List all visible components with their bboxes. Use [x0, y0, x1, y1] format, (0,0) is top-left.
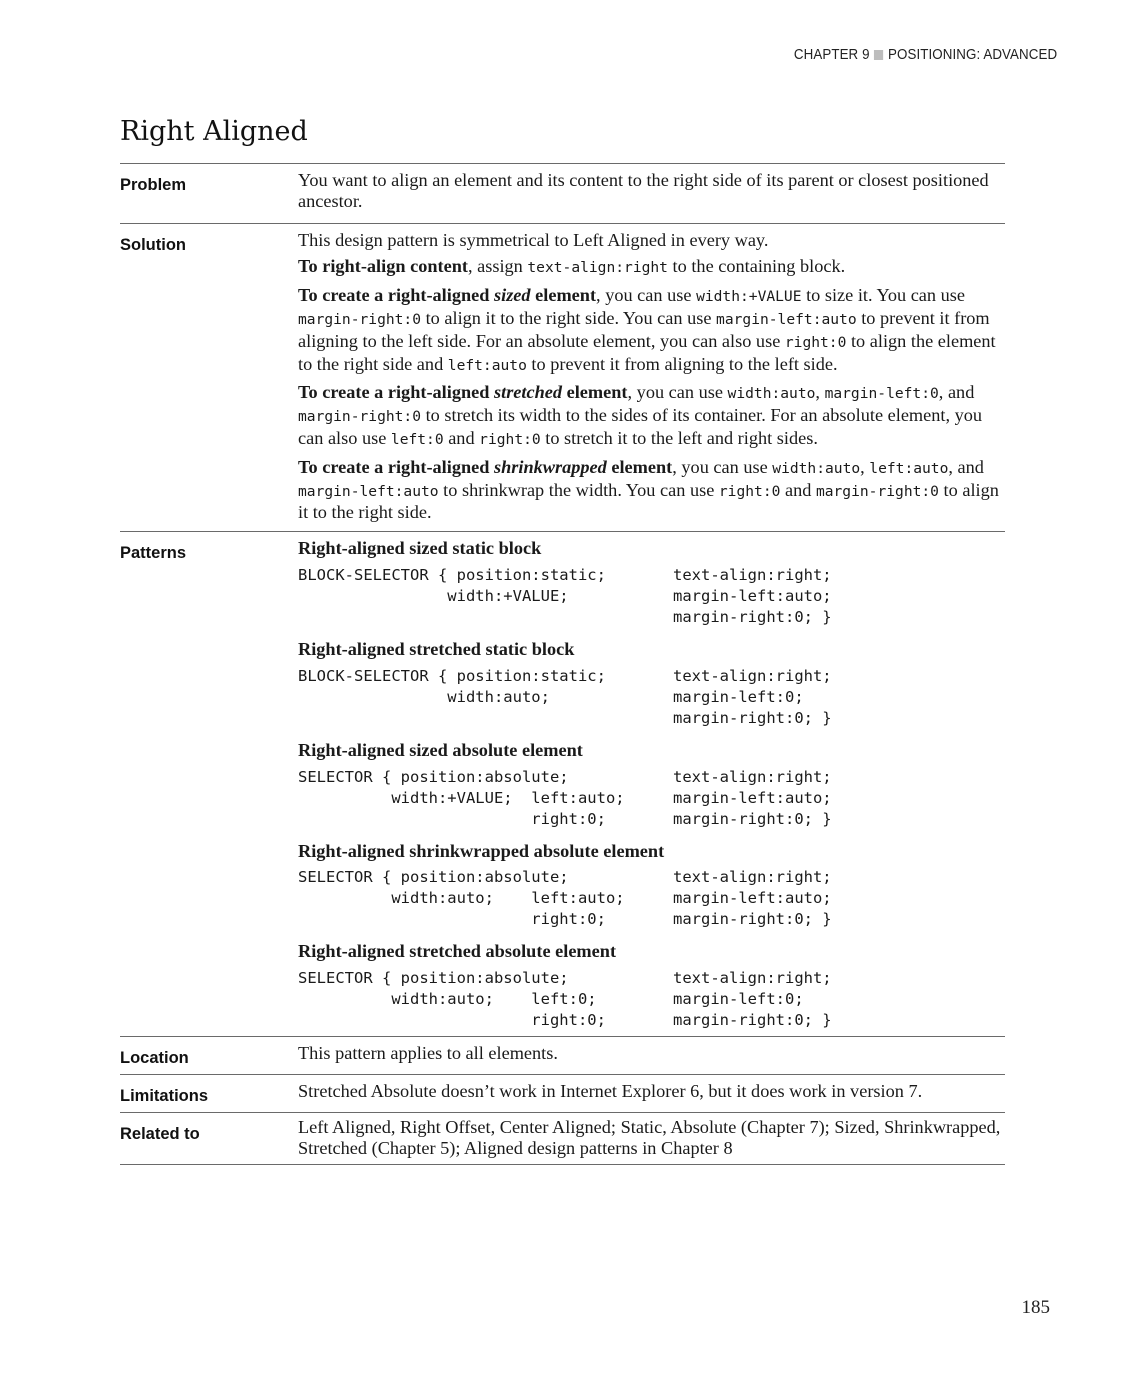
text-run: , — [815, 382, 825, 403]
row-content-related — [298, 1113, 1005, 1165]
text-run: to stretch it to the left and right sides. — [540, 427, 818, 448]
solution-paragraph-2 — [298, 256, 1005, 279]
solution-paragraph-1: This design pattern is symmetrical to Left Aligned in every way. — [298, 229, 769, 250]
pattern-table — [120, 163, 1005, 1165]
row-content-location — [298, 1037, 1005, 1074]
solution-paragraph-5 — [298, 457, 1005, 523]
code-col-left: width:+VALUE; — [298, 586, 569, 605]
row-content-limitations — [298, 1075, 1005, 1112]
code-line — [298, 909, 1005, 930]
text-run: to size it. You can use — [801, 285, 966, 306]
code-col-left: width:auto; left:auto; — [298, 889, 625, 908]
row-content-patterns — [298, 532, 1005, 1036]
running-header — [794, 47, 1057, 63]
related-text: Left Aligned, Right Offset, Center Aligned; Static, Absolute (Chapter 7); Sized, Shrinkwrapped, Stretched (Chapter 5); Aligned design patterns in Chapter 8 — [298, 1116, 1001, 1158]
inline-code: margin-right:0 — [815, 482, 939, 500]
code-col-left: right:0; — [298, 910, 606, 929]
row-label-location: Location — [120, 1049, 189, 1068]
italic-term: stretched — [494, 382, 563, 403]
inline-code: margin-left:0 — [824, 385, 939, 403]
code-col-right: text-align:right; — [673, 565, 832, 584]
text-run: , — [860, 456, 870, 477]
inline-code: width:auto — [727, 385, 816, 403]
table-row-related — [120, 1112, 1005, 1166]
code-col-left: SELECTOR { position:absolute; — [298, 969, 569, 988]
code-col-right: margin-right:0; } — [673, 607, 832, 626]
text-run: to align it to the right side. — [298, 479, 999, 523]
code-line — [298, 888, 1005, 909]
square-bullet-icon — [874, 50, 883, 60]
code-line — [298, 708, 1005, 729]
inline-code: left:auto — [447, 356, 527, 374]
code-col-left: BLOCK-SELECTOR { position:static; — [298, 666, 606, 685]
code-block — [298, 968, 1005, 1031]
code-line — [298, 968, 1005, 989]
code-line — [298, 586, 1005, 607]
bold-run: element — [562, 382, 628, 403]
table-row-solution — [120, 223, 1005, 532]
inline-code: width:+VALUE — [696, 288, 802, 306]
row-label-limitations: Limitations — [120, 1086, 209, 1105]
code-col-right: margin-right:0; } — [673, 809, 832, 828]
pattern-heading: Right-aligned sized static block — [298, 538, 542, 559]
bold-phrase — [298, 457, 672, 477]
location-text: This pattern applies to all elements. — [298, 1043, 558, 1064]
table-row-limitations — [120, 1074, 1005, 1112]
inline-code: margin-right:0 — [298, 408, 422, 426]
inline-code: margin-left:auto — [716, 310, 857, 328]
bold-run: element — [606, 456, 673, 477]
text-run: , and — [948, 456, 984, 477]
inline-code: left:0 — [390, 430, 444, 448]
text-run: , you can use — [672, 456, 773, 477]
text-run: , you can use — [627, 382, 728, 403]
text-run: to prevent it from aligning to the left side. — [526, 353, 838, 374]
pattern-heading: Right-aligned stretched static block — [298, 638, 575, 659]
text-run: , you can use — [596, 285, 697, 306]
code-col-left: right:0; — [298, 1011, 606, 1030]
code-col-right: text-align:right; — [673, 868, 832, 887]
code-col-left — [298, 607, 673, 628]
code-col-right: margin-left:auto; — [673, 788, 832, 807]
bold-run: To create a right-aligned — [298, 285, 494, 306]
bold-run: To create a right-aligned — [298, 456, 494, 477]
code-col-left: SELECTOR { position:absolute; — [298, 767, 569, 786]
code-block — [298, 767, 1005, 830]
row-label-patterns: Patterns — [120, 544, 187, 563]
code-col-right: text-align:right; — [673, 969, 832, 988]
inline-code: text-align:right — [527, 259, 668, 277]
bold-phrase — [298, 285, 596, 305]
limitations-text: Stretched Absolute doesn’t work in Internet Explorer 6, but it does work in version 7. — [298, 1080, 923, 1101]
bold-run: To create a right-aligned — [298, 382, 494, 403]
code-block — [298, 565, 1005, 628]
code-col-left: width:+VALUE; left:auto; — [298, 788, 625, 807]
italic-term: shrinkwrapped — [494, 456, 607, 477]
code-col-left: width:auto; — [298, 687, 550, 706]
text-run: to shrinkwrap the width. You can use — [438, 479, 719, 500]
code-line — [298, 809, 1005, 830]
text-run: to the containing block. — [667, 256, 846, 277]
problem-text: You want to align an element and its content to the right side of its parent or closest positioned ancestor. — [298, 170, 989, 211]
inline-code: right:0 — [784, 333, 847, 351]
code-line — [298, 666, 1005, 687]
row-content-solution — [298, 224, 1005, 532]
bold-phrase — [298, 382, 628, 402]
code-col-right: text-align:right; — [673, 767, 832, 786]
text-run: , assign — [467, 256, 528, 277]
text-run: and — [780, 479, 816, 500]
code-col-right: margin-left:0; — [673, 990, 804, 1009]
code-col-left: right:0; — [298, 809, 606, 828]
row-label-related: Related to — [120, 1124, 200, 1143]
code-block — [298, 666, 1005, 729]
text-run: and — [443, 427, 480, 448]
code-col-left: SELECTOR { position:absolute; — [298, 868, 569, 887]
inline-code: margin-right:0 — [298, 310, 422, 328]
text-run: to prevent it from aligning to the left side. For an absolute element, you can also use — [298, 307, 990, 351]
table-row-patterns — [120, 531, 1005, 1036]
inline-code: width:auto — [772, 459, 861, 477]
section-label: POSITIONING: ADVANCED — [887, 47, 1057, 63]
row-label-problem: Problem — [120, 176, 187, 194]
bold-phrase: To right-align content — [298, 256, 468, 277]
row-label-solution: Solution — [120, 235, 186, 254]
code-col-right: margin-right:0; } — [673, 708, 832, 727]
inline-code: left:auto — [869, 459, 949, 477]
code-col-right: text-align:right; — [673, 666, 832, 685]
code-block — [298, 867, 1005, 930]
solution-paragraph-3 — [298, 285, 1005, 376]
code-col-right: margin-left:auto; — [673, 889, 832, 908]
code-line — [298, 767, 1005, 788]
chapter-label: CHAPTER 9 — [793, 47, 870, 63]
code-line — [298, 867, 1005, 888]
code-line — [298, 687, 1005, 708]
inline-code: right:0 — [479, 430, 541, 448]
pattern-heading: Right-aligned shrinkwrapped absolute element — [298, 840, 665, 861]
code-line — [298, 989, 1005, 1010]
bold-run: element — [530, 285, 597, 306]
code-col-left: BLOCK-SELECTOR { position:static; — [298, 565, 606, 584]
pattern-heading: Right-aligned sized absolute element — [298, 739, 583, 760]
inline-code: right:0 — [718, 482, 781, 500]
text-run: to align the element to the right side and — [298, 330, 996, 374]
code-col-right: margin-right:0; } — [673, 1011, 832, 1030]
table-row-location — [120, 1036, 1005, 1074]
code-col-left: width:auto; left:0; — [298, 990, 597, 1009]
table-row-problem — [120, 163, 1005, 223]
pattern-heading: Right-aligned stretched absolute element — [298, 941, 617, 962]
solution-paragraph-4 — [298, 382, 1005, 450]
code-line — [298, 788, 1005, 809]
text-run: to align it to the right side. You can use — [421, 307, 717, 328]
code-col-right: margin-left:auto; — [673, 586, 832, 605]
code-line — [298, 607, 1005, 628]
inline-code: margin-left:auto — [298, 482, 439, 500]
code-col-right: margin-left:0; — [673, 687, 804, 706]
page-title: Right Aligned — [120, 116, 308, 147]
page-number: 185 — [1021, 1297, 1050, 1318]
italic-term: sized — [494, 285, 531, 306]
text-run: , and — [938, 382, 975, 403]
text-run: to stretch its width to the sides of its container. For an absolute element, you can also use — [298, 405, 983, 448]
code-line — [298, 565, 1005, 586]
code-line — [298, 1010, 1005, 1031]
row-content-problem — [298, 164, 1005, 223]
code-col-left — [298, 708, 673, 729]
code-col-right: margin-right:0; } — [673, 910, 832, 929]
